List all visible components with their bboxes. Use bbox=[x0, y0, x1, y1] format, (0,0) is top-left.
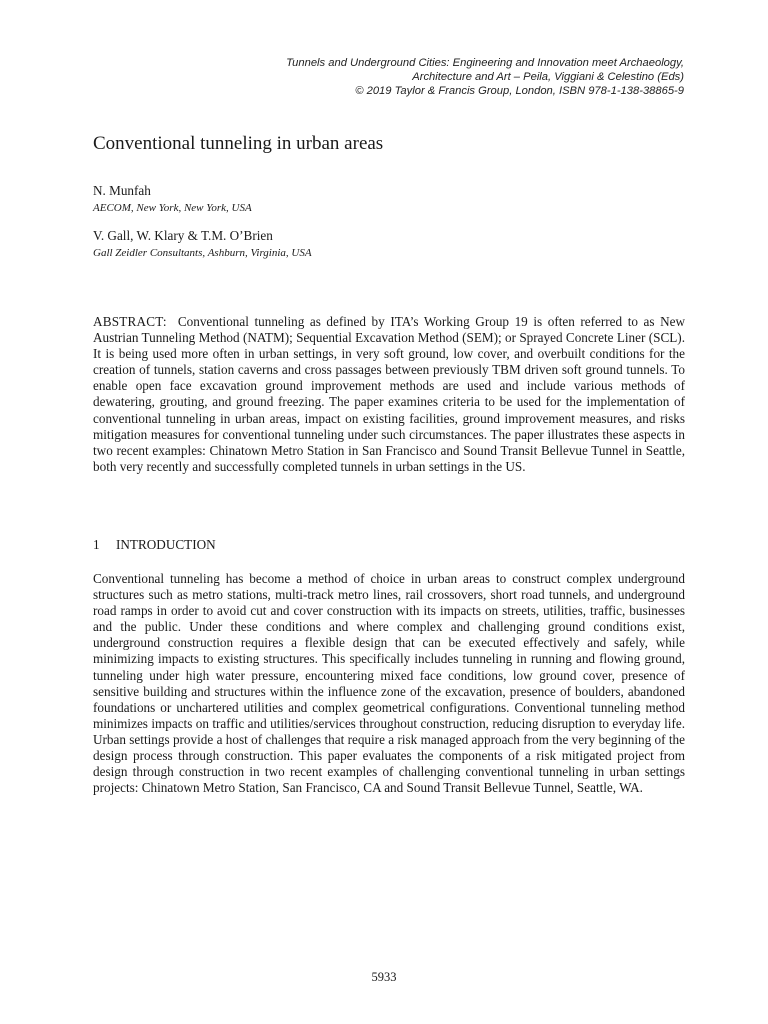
paper-title: Conventional tunneling in urban areas bbox=[93, 133, 384, 154]
header-line-1: Tunnels and Underground Cities: Engineering and Innovation meet Archaeology, bbox=[286, 57, 684, 69]
author-affiliation-1: AECOM, New York, New York, USA bbox=[93, 202, 252, 214]
author-affiliation-2: Gall Zeidler Consultants, Ashburn, Virginia, USA bbox=[93, 247, 312, 259]
page-number: 5933 bbox=[371, 970, 397, 984]
abstract bbox=[93, 314, 685, 475]
author-names-1: N. Munfah bbox=[93, 183, 151, 198]
introduction-paragraph: Conventional tunneling has become a method of choice in urban areas to construct complex underground structures such as metro stations, multi-track metro lines, rail crossovers, short road tunnels, and underground road ramps in order to avoid cut and cover construction with its impacts on streets, utilities, traffic, businesses and the public. Under these conditions and where complex and challenging ground conditions exist, underground construction requires a flexible design that can be executed effectively and safely, while minimizing impacts to existing structures. This specifically includes tunneling in running and flowing ground, tunneling under high water pressure, encountering mixed face conditions, low ground cover, presence of sensitive building and structures within the influence zone of the excavation, presence of boulders, abandoned foundations or unchartered utilities and complex geometrical configurations. Conventional tunneling method minimizes impacts on traffic and utilities/services throughout construction, reducing disruption to everyday life. Urban settings provide a host of challenges that require a risk managed approach from the very beginning of the design process through construction. This paper evaluates the components of a risk mitigated project from design through construction in two recent examples of challenging conventional tunneling in urban settings projects: Chinatown Metro Station, San Francisco, CA and Sound Transit Bellevue Tunnel, Seattle, WA. bbox=[93, 571, 685, 796]
section-heading bbox=[93, 537, 216, 553]
header-line-2: Architecture and Art – Peila, Viggiani & Celestino (Eds) bbox=[412, 71, 684, 83]
abstract-label: ABSTRACT: bbox=[93, 314, 167, 329]
author-names-2: V. Gall, W. Klary & T.M. O’Brien bbox=[93, 228, 273, 243]
section-number: 1 bbox=[93, 537, 100, 552]
header-line-3: © 2019 Taylor & Francis Group, London, ISBN 978-1-138-38865-9 bbox=[355, 85, 684, 97]
section-title: INTRODUCTION bbox=[116, 537, 216, 552]
running-header bbox=[124, 56, 684, 98]
abstract-text: Conventional tunneling as defined by ITA’s Working Group 19 is often referred to as New Austrian Tunneling Method (NATM); Sequential Excavation Method (SEM); or Sprayed Concrete Liner (SCL). It is being used more often in urban settings, in very soft ground, low cover, and overbuilt conditions for the creation of tunnels, station caverns and cross passages between previously TBM driven soft ground tunnels. To enable open face excavation ground improvement methods are used and include various methods of dewatering, grouting, and ground freezing. The paper examines criteria to be used for the implementation of conventional tunneling in urban areas, impact on existing facilities, ground improvement measures, and risks mitigation measures for conventional tunneling under such circumstances. The paper illustrates these aspects in two recent examples: Chinatown Metro Station in San Francisco and Sound Transit Bellevue Tunnel in Seattle, both very recently and successfully completed tunnels in urban settings in the US. bbox=[93, 314, 685, 474]
